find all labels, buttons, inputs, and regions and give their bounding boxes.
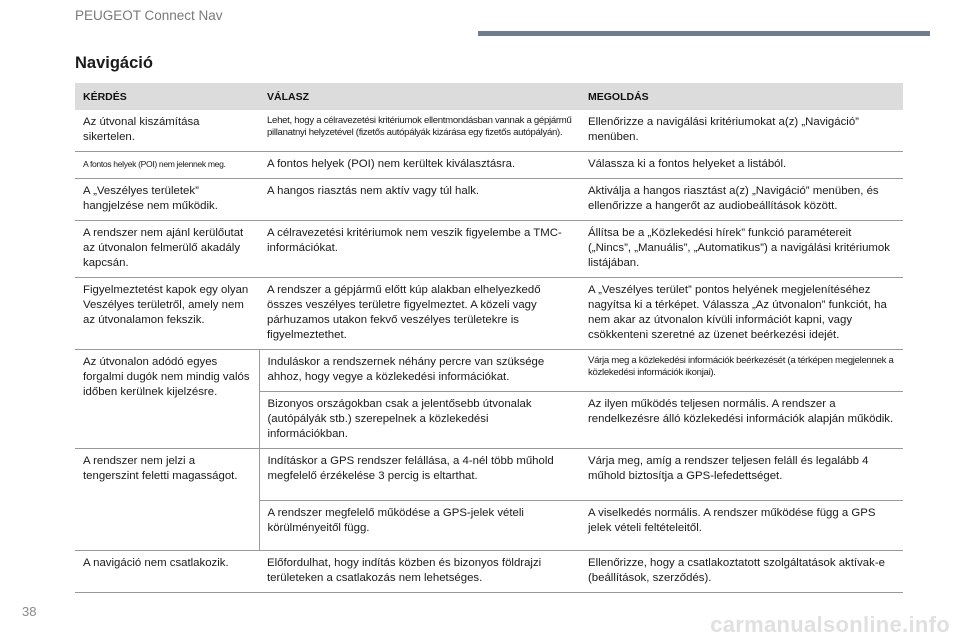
solution-cell: Ellenőrizze a navigálási kritériumokat a(z) „Navigáció” menüben. bbox=[580, 110, 903, 152]
answer-cell: Lehet, hogy a célravezetési kritériumok ellentmondásban vannak a gépjármű pillanatnyi helyzetével (fizetős autópályák kizárása egy fizetős autópályán). bbox=[259, 110, 580, 152]
header-divider bbox=[478, 31, 930, 36]
answer-cell: A célravezetési kritériumok nem veszik figyelembe a TMC-információkat. bbox=[259, 221, 580, 278]
solution-cell: Várja meg, amíg a rendszer teljesen feláll és legalább 4 műhold biztosítja a GPS-lefedettséget. bbox=[580, 449, 903, 501]
faq-table bbox=[75, 83, 903, 593]
table-row bbox=[75, 278, 903, 350]
answer-cell: Bizonyos országokban csak a jelentősebb útvonalak (autópályák stb.) szerepelnek a közlekedési információkban. bbox=[259, 392, 580, 449]
solution-cell: Válassza ki a fontos helyeket a listából. bbox=[580, 152, 903, 179]
question-cell: A rendszer nem jelzi a tengerszint feletti magasságot. bbox=[75, 449, 259, 551]
question-cell: Az útvonal kiszámítása sikertelen. bbox=[75, 110, 259, 152]
solution-cell: A viselkedés normális. A rendszer működése függ a GPS jelek vételi feltételeitől. bbox=[580, 501, 903, 551]
question-cell: A „Veszélyes területek” hangjelzése nem működik. bbox=[75, 179, 259, 221]
question-cell: A fontos helyek (POI) nem jelennek meg. bbox=[75, 152, 259, 179]
table-row bbox=[75, 179, 903, 221]
manual-header-title: PEUGEOT Connect Nav bbox=[75, 8, 223, 23]
solution-cell: Várja meg a közlekedési információk beérkezését (a térképen megjelennek a közlekedési információk ikonjai). bbox=[580, 350, 903, 392]
column-header-solution: MEGOLDÁS bbox=[580, 83, 903, 110]
section-title: Navigáció bbox=[75, 54, 153, 72]
question-cell: Az útvonalon adódó egyes forgalmi dugók nem mindig valós időben kerülnek kijelzésre. bbox=[75, 350, 259, 449]
question-cell: A navigáció nem csatlakozik. bbox=[75, 551, 259, 593]
table-row bbox=[75, 221, 903, 278]
solution-cell: A „Veszélyes terület” pontos helyének megjelenítéséhez nagyítsa ki a térképet. Válassza „Az útvonalon” funkciót, ha nem akar az útvonalon kívüli információt kapni, vagy csökkenteni szeretné az üzenet beérkezési idejét. bbox=[580, 278, 903, 350]
answer-cell: Előfordulhat, hogy indítás közben és bizonyos földrajzi területeken a csatlakozás nem lehetséges. bbox=[259, 551, 580, 593]
answer-cell: A fontos helyek (POI) nem kerültek kiválasztásra. bbox=[259, 152, 580, 179]
faq-table-wrapper bbox=[75, 83, 903, 593]
solution-cell: Ellenőrizze, hogy a csatlakoztatott szolgáltatások aktívak-e (beállítások, szerződés). bbox=[580, 551, 903, 593]
table-row bbox=[75, 350, 903, 392]
column-header-question: KÉRDÉS bbox=[75, 83, 259, 110]
table-row bbox=[75, 551, 903, 593]
page-number: 38 bbox=[22, 604, 37, 619]
question-cell: A rendszer nem ajánl kerülőutat az útvonalon felmerülő akadály kapcsán. bbox=[75, 221, 259, 278]
answer-cell: A hangos riasztás nem aktív vagy túl halk. bbox=[259, 179, 580, 221]
answer-cell: Indításkor a GPS rendszer felállása, a 4-nél több műhold megfelelő érzékelése 3 percig is eltarthat. bbox=[259, 449, 580, 501]
table-row bbox=[75, 152, 903, 179]
solution-cell: Aktiválja a hangos riasztást a(z) „Navigáció” menüben, és ellenőrizze a hangerőt az audiobeállítások között. bbox=[580, 179, 903, 221]
column-header-answer: VÁLASZ bbox=[259, 83, 580, 110]
table-row bbox=[75, 110, 903, 152]
answer-cell: A rendszer a gépjármű előtt kúp alakban elhelyezkedő összes veszélyes területre figyelmeztet. A közeli vagy párhuzamos utakon fekvő veszélyes területekre is figyelmeztethet. bbox=[259, 278, 580, 350]
answer-cell: A rendszer megfelelő működése a GPS-jelek vételi körülményeitől függ. bbox=[259, 501, 580, 551]
question-cell: Figyelmeztetést kapok egy olyan Veszélyes területről, amely nem az útvonalamon fekszik. bbox=[75, 278, 259, 350]
solution-cell: Az ilyen működés teljesen normális. A rendszer a rendelkezésre álló közlekedési információk alapján működik. bbox=[580, 392, 903, 449]
solution-cell: Állítsa be a „Közlekedési hírek” funkció paramétereit („Nincs”, „Manuális”, „Automatikus”) a navigálási kritériumok listájában. bbox=[580, 221, 903, 278]
answer-cell: Induláskor a rendszernek néhány percre van szüksége ahhoz, hogy vegye a közlekedési információkat. bbox=[259, 350, 580, 392]
table-header-row bbox=[75, 83, 903, 110]
table-row bbox=[75, 449, 903, 501]
watermark: carmanualsonline.info bbox=[710, 612, 950, 637]
